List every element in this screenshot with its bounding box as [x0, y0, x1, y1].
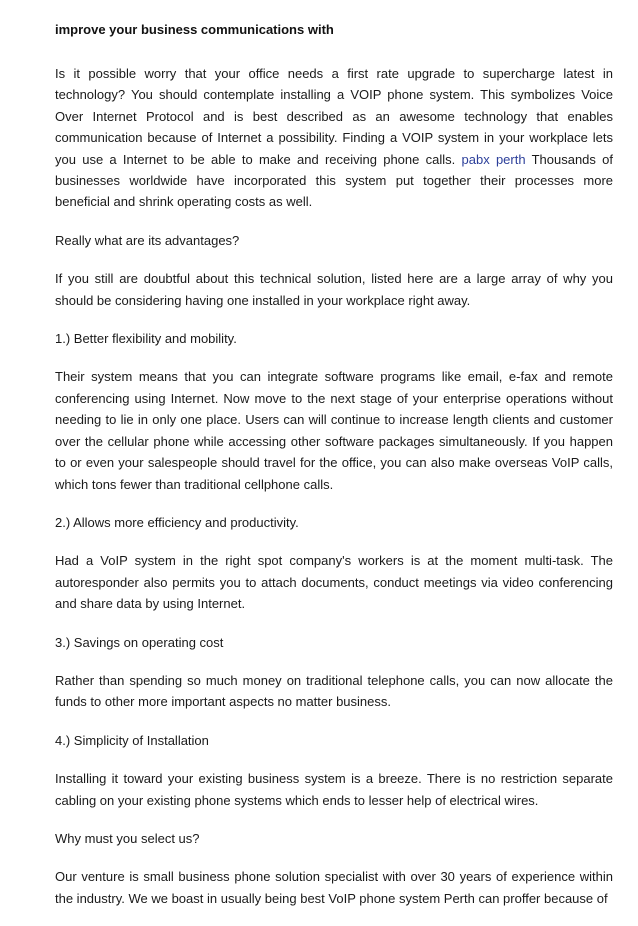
intro-text-continued: Thousands of businesses worldwide have incorporated this system put together their processes more beneficial and shrink operating costs as well.: [55, 151, 614, 210]
efficiency-heading: 2.) Allows more efficiency and productivity.: [55, 514, 299, 530]
document-title: improve your business communications with: [55, 22, 334, 37]
efficiency-paragraph: Had a VoIP system in the right spot company's workers is at the moment multi-task. The autoresponder also permits you to attach documents, conduct meetings via video conferencing and share data by using Internet.: [55, 553, 613, 612]
savings-paragraph: Rather than spending so much money on traditional telephone calls, you can now allocate the funds to other more important aspects no matter business.: [55, 672, 613, 710]
flexibility-paragraph: Their system means that you can integrate software programs like email, e-fax and remote conferencing using Internet. Now move to the next stage of your enterprise operations without needing to lie in only one place. Users can will continue to increase length clients and customer over the cellular phone while accessing other software packages simultaneously. If you happen to or even your salespeople should travel for the office, you can also make overseas VoIP calls, which tons fewer than traditional cellphone calls.: [55, 369, 613, 492]
document-page: [55, 20, 613, 926]
advantages-question: Really what are its advantages?: [55, 232, 240, 248]
select-question: Why must you select us?: [55, 830, 200, 846]
venture-paragraph: Our venture is small business phone solution specialist with over 30 years of experience within the industry. We we boast in usually being best VoIP phone system Perth can proffer because of: [55, 869, 613, 906]
doubtful-paragraph: If you still are doubtful about this technical solution, listed here are a large array of why you should be considering having one installed in your workplace right away.: [55, 271, 613, 308]
flexibility-heading: 1.) Better flexibility and mobility.: [55, 331, 237, 347]
pabx-perth-link[interactable]: pabx perth: [461, 151, 526, 167]
intro-paragraph: [55, 63, 613, 213]
installation-heading: 4.) Simplicity of Installation: [55, 732, 209, 748]
intro-text: Is it possible worry that your office needs a first rate upgrade to supercharge latest in technology? You should contemplate installing a VOIP phone system. This symbolizes Voice Over Internet Protocol and is best described as an awesome technology that enables communication because of Internet a possibility. Finding a VOIP system in your workplace lets you use a Internet to be able to make and receiving phone calls.: [55, 66, 613, 167]
savings-heading: 3.) Savings on operating cost: [55, 634, 224, 650]
installation-paragraph: Installing it toward your existing business system is a breeze. There is no restriction separate cabling on your existing phone systems which ends to lesser help of electrical wires.: [55, 771, 613, 808]
